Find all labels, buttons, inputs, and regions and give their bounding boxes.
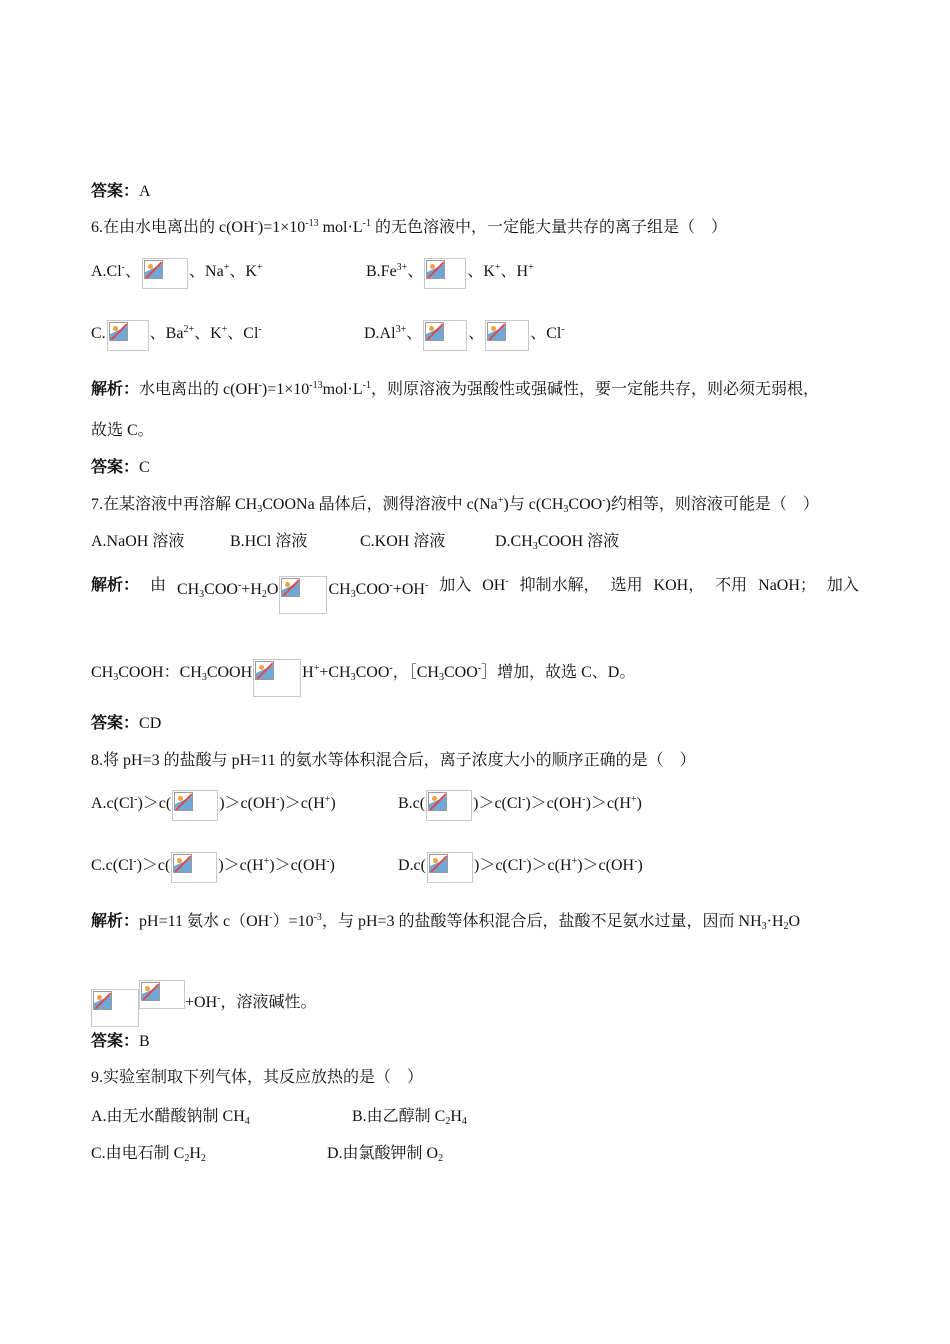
q8-option-d: D.c( )＞c(Cl-)＞c(H+)＞c(OH-) [398,852,643,883]
analysis-label: 解析： [91,381,140,398]
broken-image-icon [427,852,473,883]
broken-image-icon [426,790,472,821]
q9-option-a: A.由无水醋酸钠制 $CH_4$ [91,1108,250,1127]
reversible-arrow-image [279,576,327,614]
broken-image-icon [142,258,188,289]
analysis-label: 解析： [91,913,140,930]
broken-image-icon [424,258,466,289]
q6-analysis: 解析：水电离出的 $c(OH^-)=1\times 10^{-13}mol\cdot L^{-1}$，则原溶液为强酸性或强碱性，要一定能共存，则必须无弱根， [91,380,819,398]
q7-option-d: $D.CH_3COOH$ 溶液 [495,533,620,552]
q9-option-c: C.由电石制 $C_2H_2$ [91,1145,206,1164]
q6-answer: 答案：C [91,459,150,476]
q8-answer: 答案：B [91,1033,150,1050]
q9-option-d: D.由氯酸钾制 $O_2$ [327,1145,444,1164]
q7-analysis: 解析： 由 $CH_3COO^-+H_2O$ $CH_3COO^-+OH^-$ 加入 OH- 抑制水解， 选用 KOH， 不用 NaOH； 加入 [91,576,859,614]
q6-analysis-line2: 故选 C。 [91,422,154,439]
q8-stem: 8.将 pH=3 的盐酸与 pH=11 的氨水等体积混合后，离子浓度大小的顺序正确的是（ ） [91,752,696,769]
answer-label: 答案： [91,459,140,476]
q8-option-c: C.c(Cl-)＞c( )＞c(H+)＞c(OH-) [91,852,335,883]
q6-option-a: A.Cl-、 、Na+、K+ [91,258,263,289]
q7-analysis-line2: $CH_3COOH$：$CH_3COOH$ $H^++CH_3COO^-$，$[CH_3COO^-]$增加，故选 C、D。 [91,659,635,697]
q7-option-c: C.KOH 溶液 [360,533,446,550]
q9-stem: 9.实验室制取下列气体，其反应放热的是（ ） [91,1069,424,1086]
q6-option-b: $B.Fe^{3+}$、 、K+、H+ [366,258,534,289]
q5-answer: 答案：A [91,183,151,200]
reversible-arrow-image [253,659,301,697]
q8-option-b: B.c( )＞c(Cl-)＞c(OH-)＞c(H+) [398,790,642,821]
q8-option-a: A.c(Cl-)＞c( )＞c(OH-)＞c(H+) [91,790,336,821]
broken-image-icon [485,320,529,351]
q7-option-a: A.NaOH 溶液 [91,533,185,550]
q7-answer: 答案：CD [91,715,162,732]
q9-option-b: B.由乙醇制 $C_2H_4$ [352,1108,467,1127]
q6-stem: 6.在由水电离出的 $c(OH^-)=1\times 10^{-13}$ $mol\cdot L^{-1}$ 的无色溶液中，一定能大量共存的离子组是（ ） [91,218,727,236]
broken-image-icon [172,790,218,821]
q8-analysis-line2: +OH-，溶液碱性。 [91,980,317,1027]
q6-option-d: $D.Al^{3+}$、 、 、Cl- [364,320,565,351]
q7-stem: 7.在某溶液中再溶解 $CH_3COONa$ 晶体后，测得溶液中 c(Na+)与 $c(CH_3COO^-)$约相等，则溶液可能是（ ） [91,495,819,515]
reversible-arrow-image [91,989,139,1027]
ammonium-ion-image [139,980,185,1009]
answer-label: 答案： [91,1033,140,1050]
answer-label: 答案： [91,183,140,200]
broken-image-icon [107,320,149,351]
answer-label: 答案： [91,715,140,732]
analysis-label: 解析： [91,577,140,594]
q8-analysis: 解析：pH=11 氨水 $c(OH^-)=10^{-3}$，与 pH=3 的盐酸等体积混合后，盐酸不足氨水过量，因而 $NH_3\cdot H_2O$ [91,912,801,932]
broken-image-icon [423,320,467,351]
broken-image-icon [171,852,217,883]
q7-option-b: B.HCl 溶液 [230,533,308,550]
q6-option-c: C. 、$Ba^{2+}$、K+、Cl- [91,320,262,351]
